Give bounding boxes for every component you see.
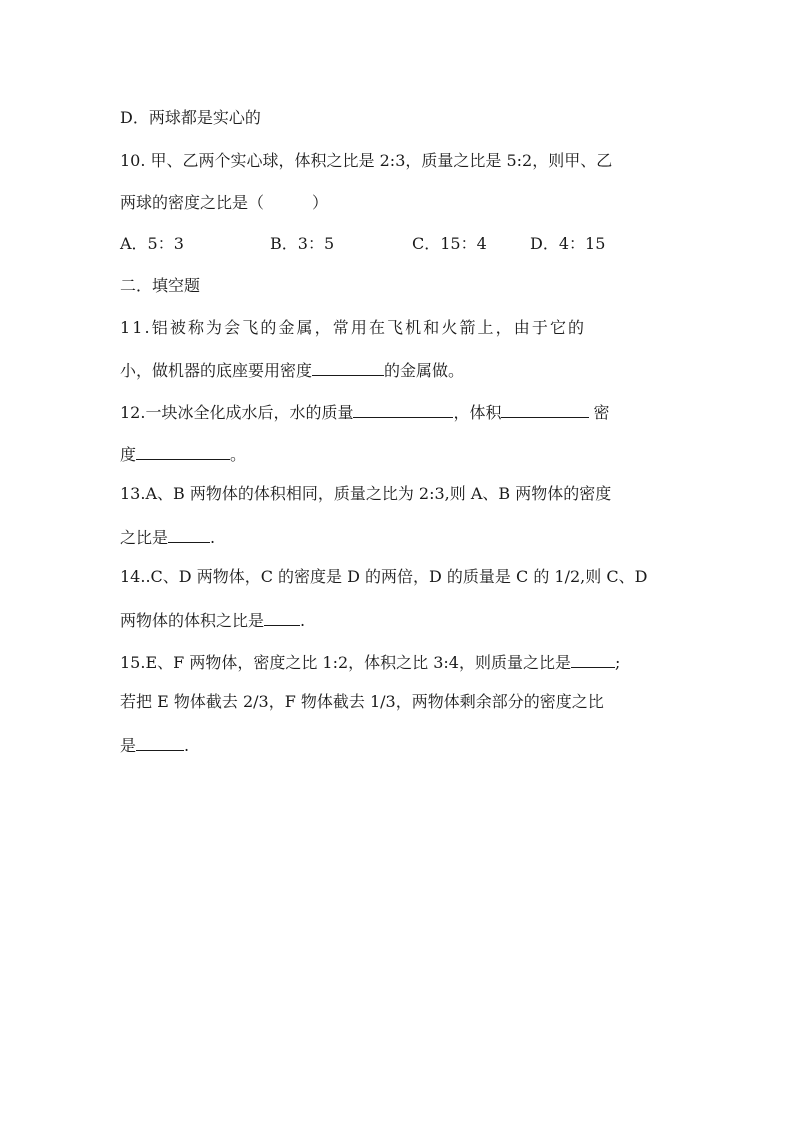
q13-text-end: . <box>210 528 216 547</box>
q12-stem-line2 <box>120 443 246 465</box>
q12-text: 12.一块冰全化成水后，水的质量 <box>120 403 354 422</box>
q11-text-end: 的金属做。 <box>384 361 465 380</box>
q14-stem-line1: 14..C、D 两物体，C 的密度是 D 的两倍，D 的质量是 C 的 1/2,则 C、D <box>120 567 648 586</box>
q12-text-line2: 度 <box>120 445 137 464</box>
q14-text-end: . <box>300 611 306 630</box>
q12-blank-density <box>136 443 230 460</box>
q14-text: 两物体的体积之比是 <box>120 611 265 630</box>
q12-blank-volume <box>501 401 589 418</box>
q13-text: 之比是 <box>120 528 169 547</box>
q15-stem-line1 <box>120 651 620 673</box>
q15-text-line3-end: . <box>184 736 190 755</box>
q11-stem-line1: 11.铝被称为会飞的金属，常用在飞机和火箭上，由于它的 <box>120 318 587 337</box>
q13-blank <box>168 526 210 543</box>
q11-text: 小，做机器的底座要用密度 <box>120 361 313 380</box>
q15-text: 15.E、F 两物体，密度之比 1:2，体积之比 3:4，则质量之比是 <box>120 653 571 672</box>
q10-stem-line1: 10. 甲、乙两个实心球，体积之比是 2:3，质量之比是 5:2，则甲、乙 <box>120 151 613 170</box>
q15-blank-mass-ratio <box>571 651 615 668</box>
q10-option-c: C．15：4 <box>412 234 487 253</box>
q15-blank-density-ratio <box>136 734 184 751</box>
q10-option-d: D．4：15 <box>530 234 606 253</box>
q10-stem-text: 两球的密度之比是（ <box>120 193 265 212</box>
q12-blank-mass <box>353 401 453 418</box>
q13-stem-line2 <box>120 526 215 548</box>
q9-option-d: D．两球都是实心的 <box>120 108 261 127</box>
q15-text-end: ; <box>615 653 621 672</box>
q10-option-b: B．3：5 <box>270 234 335 253</box>
q12-text-mid: ，体积 <box>453 403 502 422</box>
q15-stem-line3 <box>120 734 189 756</box>
q13-stem-line1: 13.A、B 两物体的体积相同，质量之比为 2:3,则 A、B 两物体的密度 <box>120 484 612 503</box>
q11-blank <box>312 359 384 376</box>
q12-text-line2-end: 。 <box>230 445 247 464</box>
q14-stem-line2 <box>120 609 305 631</box>
q15-stem-line2: 若把 E 物体截去 2/3，F 物体截去 1/3，两物体剩余部分的密度之比 <box>120 692 604 711</box>
section-title-fill-blank: 二．填空题 <box>120 276 201 295</box>
q12-text-end: 密 <box>593 403 610 422</box>
q12-stem-line1 <box>120 401 609 423</box>
q15-text-line3: 是 <box>120 736 137 755</box>
q11-stem-line2 <box>120 359 464 381</box>
q10-stem-close: ） <box>312 193 329 212</box>
q10-stem-line2 <box>120 193 328 213</box>
q10-option-a: A．5：3 <box>120 234 184 253</box>
q10-options <box>120 234 640 254</box>
q14-blank <box>264 609 300 626</box>
